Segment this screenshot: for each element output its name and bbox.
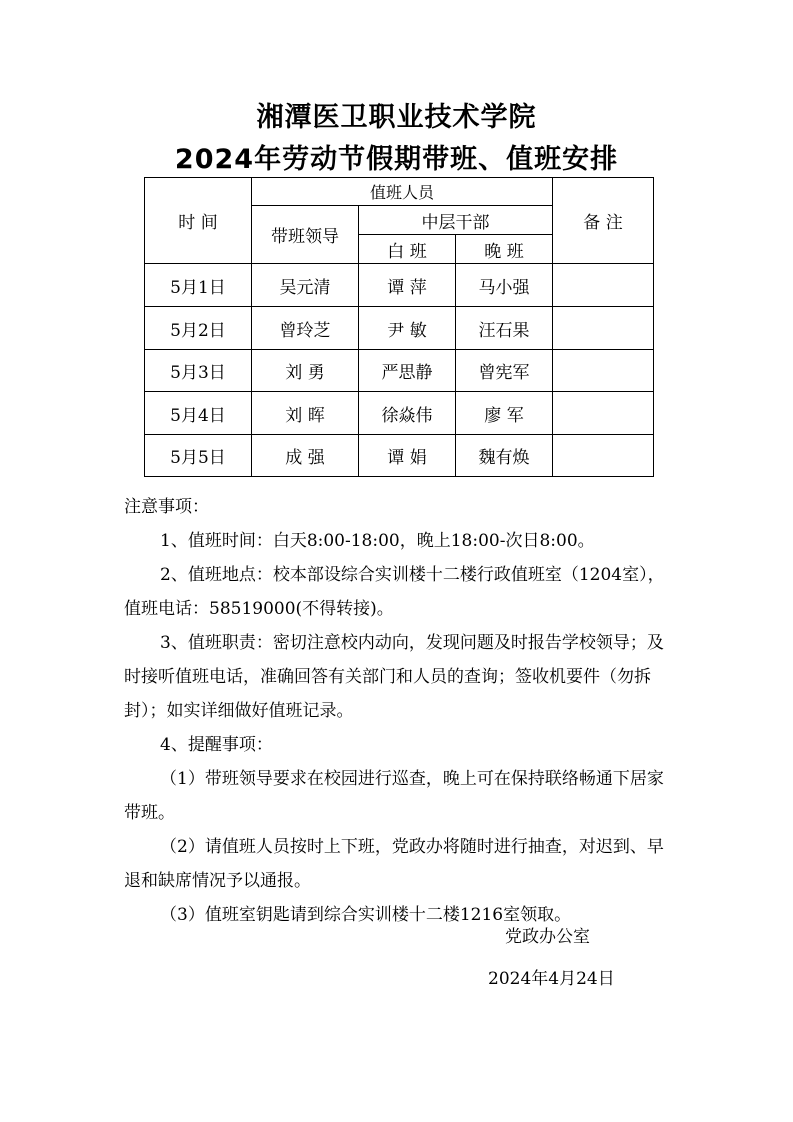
issuing-office: 党政办公室	[505, 927, 590, 947]
row-night-shift: 汪石果	[456, 307, 553, 350]
row-date: 5月3日	[145, 350, 252, 392]
row-remark	[553, 264, 654, 307]
header-time: 时 间	[145, 178, 252, 264]
row-date: 5月2日	[145, 307, 252, 350]
row-leader: 曾玲芝	[252, 307, 359, 350]
row-day-shift: 严思静	[359, 350, 456, 392]
row-day-shift: 尹 敏	[359, 307, 456, 350]
header-remark: 备 注	[553, 178, 654, 264]
row-date: 5月4日	[145, 392, 252, 435]
row-date: 5月5日	[145, 435, 252, 477]
row-night-shift: 廖 军	[456, 392, 553, 435]
note-item: 1、值班时间：白天8:00-18:00，晚上18:00-次日8:00。	[160, 531, 595, 551]
header-leader: 带班领导	[252, 206, 359, 264]
row-night-shift: 曾宪军	[456, 350, 553, 392]
notes-section	[124, 490, 672, 932]
note-item: （1）带班领导要求在校园进行巡查，晚上可在保持联络畅通下居家带班。	[124, 769, 664, 823]
header-duty-staff: 值班人员	[252, 178, 553, 206]
header-day-shift: 白 班	[359, 235, 456, 264]
document-title-line2: 2024年劳动节假期带班、值班安排	[174, 144, 619, 175]
duty-schedule-table	[144, 177, 654, 477]
row-leader: 刘 晖	[252, 392, 359, 435]
row-night-shift: 马小强	[456, 264, 553, 307]
table-row	[145, 350, 654, 392]
note-item: 2、值班地点：校本部设综合实训楼十二楼行政值班室（1204室），值班电话：58519000(不得转接)。	[124, 565, 665, 619]
row-night-shift: 魏有焕	[456, 435, 553, 477]
note-item: 3、值班职责：密切注意校内动向，发现问题及时报告学校领导；及时接听值班电话，准确回答有关部门和人员的查询；签收机要件（勿拆封）；如实详细做好值班记录。	[124, 633, 664, 721]
row-remark	[553, 435, 654, 477]
row-leader: 成 强	[252, 435, 359, 477]
note-item: 4、提醒事项：	[160, 735, 273, 755]
notes-heading: 注意事项：	[124, 497, 209, 517]
table-row	[145, 307, 654, 350]
row-day-shift: 徐焱伟	[359, 392, 456, 435]
row-remark	[553, 350, 654, 392]
issue-date: 2024年4月24日	[488, 969, 615, 989]
note-item: （2）请值班人员按时上下班，党政办将随时进行抽查，对迟到、早退和缺席情况予以通报。	[124, 837, 664, 891]
row-leader: 吴元清	[252, 264, 359, 307]
header-night-shift: 晚 班	[456, 235, 553, 264]
table-row	[145, 264, 654, 307]
row-day-shift: 谭 萍	[359, 264, 456, 307]
document-title-line1: 湘潭医卫职业技术学院	[256, 102, 537, 133]
row-remark	[553, 392, 654, 435]
row-day-shift: 谭 娟	[359, 435, 456, 477]
table-row	[145, 435, 654, 477]
note-item: （3）值班室钥匙请到综合实训楼十二楼1216室领取。	[160, 905, 572, 925]
row-leader: 刘 勇	[252, 350, 359, 392]
row-remark	[553, 307, 654, 350]
row-date: 5月1日	[145, 264, 252, 307]
header-middle-cadre: 中层干部	[359, 206, 553, 235]
table-row	[145, 392, 654, 435]
